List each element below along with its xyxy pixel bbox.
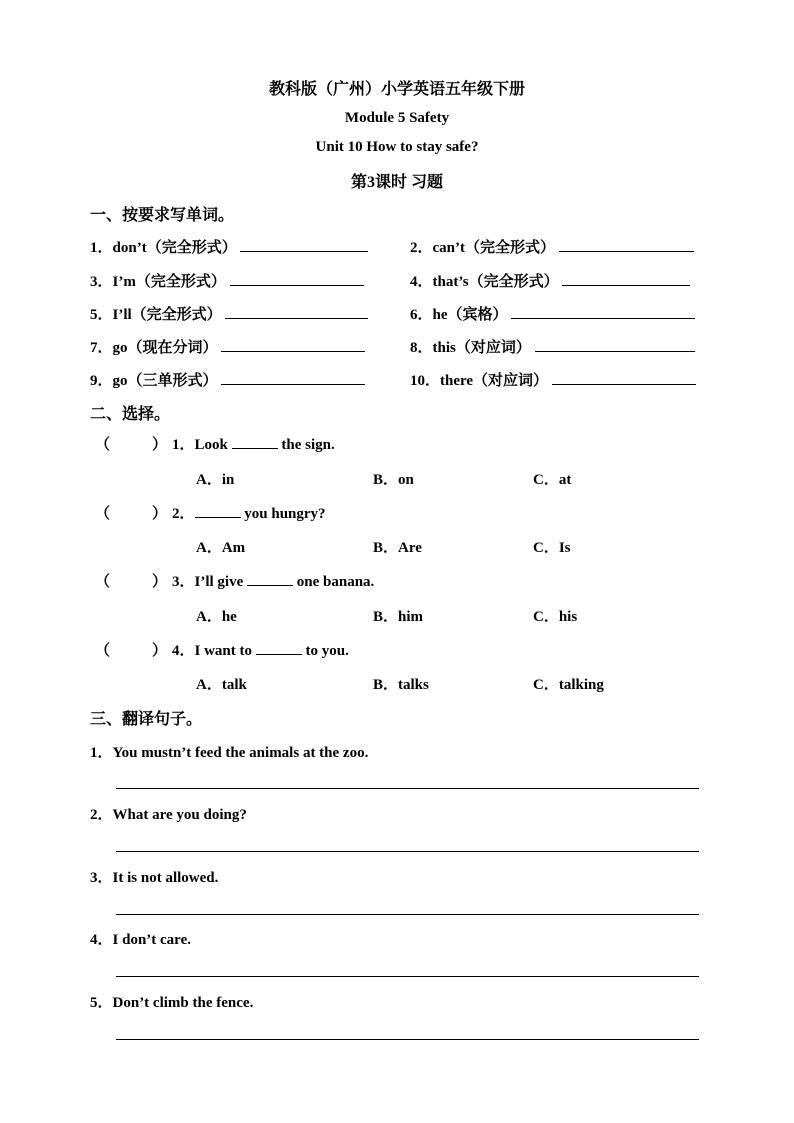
item-prompt: don’t（完全形式） bbox=[112, 240, 237, 256]
question-text-after: to you. bbox=[305, 643, 349, 659]
answer-line[interactable] bbox=[116, 788, 699, 789]
question-number: 4． bbox=[172, 643, 195, 659]
item-prompt: he（宾格） bbox=[432, 307, 508, 323]
item-number: 8． bbox=[410, 340, 433, 356]
item-number: 1． bbox=[90, 240, 113, 256]
option-a[interactable]: A．Am bbox=[196, 540, 246, 556]
question-number: 2． bbox=[172, 506, 195, 522]
choice-paren-open: （ bbox=[95, 574, 111, 590]
choice-question-2 bbox=[172, 502, 326, 523]
sentence-text: Don’t climb the fence. bbox=[112, 995, 254, 1011]
word-item-4 bbox=[410, 270, 690, 291]
item-number: 5． bbox=[90, 307, 113, 323]
option-c[interactable]: C．his bbox=[533, 609, 578, 625]
word-item-8 bbox=[410, 336, 695, 357]
option-b[interactable]: B．Are bbox=[373, 540, 422, 556]
question-blank[interactable] bbox=[247, 571, 293, 586]
lesson-title: 第3课时 习题 bbox=[350, 174, 443, 191]
question-blank[interactable] bbox=[232, 434, 278, 449]
answer-line[interactable] bbox=[116, 914, 699, 915]
option-a[interactable]: A．talk bbox=[196, 677, 247, 693]
answer-blank[interactable] bbox=[535, 337, 695, 352]
word-item-7 bbox=[90, 336, 365, 357]
choice-paren-open: （ bbox=[95, 643, 111, 659]
choice-question-4 bbox=[172, 639, 349, 660]
answer-blank[interactable] bbox=[562, 271, 690, 286]
question-text-after: you hungry? bbox=[244, 506, 326, 522]
answer-blank[interactable] bbox=[225, 304, 368, 319]
answer-line[interactable] bbox=[116, 976, 699, 977]
answer-blank[interactable] bbox=[221, 337, 365, 352]
section1-heading: 一、按要求写单词。 bbox=[90, 207, 235, 224]
item-prompt: this（对应词） bbox=[432, 340, 531, 356]
item-number: 2． bbox=[90, 807, 113, 823]
word-item-3 bbox=[90, 270, 364, 291]
translate-item-5 bbox=[90, 991, 253, 1012]
item-number: 3． bbox=[90, 274, 113, 290]
item-number: 7． bbox=[90, 340, 113, 356]
item-prompt: there（对应词） bbox=[440, 373, 549, 389]
option-b[interactable]: B．talks bbox=[373, 677, 429, 693]
word-item-6 bbox=[410, 303, 695, 324]
sentence-text: It is not allowed. bbox=[112, 870, 219, 886]
unit-title: Unit 10 How to stay safe? bbox=[315, 139, 479, 155]
sentence-text: What are you doing? bbox=[112, 807, 247, 823]
choice-paren-close: ） bbox=[152, 506, 168, 522]
sentence-text: I don’t care. bbox=[112, 932, 191, 948]
choice-paren-open: （ bbox=[95, 437, 111, 453]
item-number: 3． bbox=[90, 870, 113, 886]
question-text-after: one banana. bbox=[296, 574, 375, 590]
word-item-5 bbox=[90, 303, 368, 324]
item-prompt: that’s（完全形式） bbox=[432, 274, 559, 290]
option-a[interactable]: A．in bbox=[196, 472, 235, 488]
translate-item-2 bbox=[90, 803, 247, 824]
translate-item-4 bbox=[90, 928, 191, 949]
question-text-after: the sign. bbox=[281, 437, 335, 453]
item-number: 5． bbox=[90, 995, 113, 1011]
answer-line[interactable] bbox=[116, 1039, 699, 1040]
choice-paren-close: ） bbox=[152, 643, 168, 659]
module-title: Module 5 Safety bbox=[344, 110, 450, 126]
option-c[interactable]: C．talking bbox=[533, 677, 604, 693]
question-text-before: Look bbox=[194, 437, 228, 453]
answer-blank[interactable] bbox=[559, 237, 694, 252]
question-blank[interactable] bbox=[256, 640, 302, 655]
item-number: 10． bbox=[410, 373, 441, 389]
option-a[interactable]: A．he bbox=[196, 609, 237, 625]
item-number: 9． bbox=[90, 373, 113, 389]
question-text-before: I want to bbox=[194, 643, 253, 659]
translate-item-3 bbox=[90, 866, 218, 887]
answer-blank[interactable] bbox=[552, 370, 696, 385]
item-prompt: go（三单形式） bbox=[112, 373, 218, 389]
sentence-text: You mustn’t feed the animals at the zoo. bbox=[112, 745, 369, 761]
translate-item-1 bbox=[90, 741, 368, 762]
choice-paren-close: ） bbox=[152, 437, 168, 453]
page-title: 教科版（广州）小学英语五年级下册 bbox=[268, 81, 525, 98]
answer-blank[interactable] bbox=[221, 370, 365, 385]
section3-heading: 三、翻译句子。 bbox=[90, 711, 203, 728]
question-number: 1． bbox=[172, 437, 195, 453]
section2-heading: 二、选择。 bbox=[90, 406, 171, 423]
option-c[interactable]: C．Is bbox=[533, 540, 571, 556]
question-number: 3． bbox=[172, 574, 195, 590]
choice-question-3 bbox=[172, 570, 374, 591]
option-c[interactable]: C．at bbox=[533, 472, 572, 488]
item-number: 2． bbox=[410, 240, 433, 256]
choice-paren-close: ） bbox=[152, 574, 168, 590]
choice-question-1 bbox=[172, 433, 335, 454]
option-b[interactable]: B．on bbox=[373, 472, 414, 488]
item-prompt: I’m（完全形式） bbox=[112, 274, 226, 290]
answer-blank[interactable] bbox=[230, 271, 364, 286]
answer-blank[interactable] bbox=[240, 237, 368, 252]
word-item-1 bbox=[90, 236, 368, 257]
option-b[interactable]: B．him bbox=[373, 609, 424, 625]
item-prompt: can’t（完全形式） bbox=[432, 240, 556, 256]
word-item-2 bbox=[410, 236, 694, 257]
item-number: 4． bbox=[90, 932, 113, 948]
answer-line[interactable] bbox=[116, 851, 699, 852]
question-blank[interactable] bbox=[195, 503, 241, 518]
item-number: 6． bbox=[410, 307, 433, 323]
word-item-10 bbox=[410, 369, 696, 390]
answer-blank[interactable] bbox=[511, 304, 695, 319]
question-text-before: I’ll give bbox=[194, 574, 244, 590]
choice-paren-open: （ bbox=[95, 506, 111, 522]
item-number: 4． bbox=[410, 274, 433, 290]
item-prompt: go（现在分词） bbox=[112, 340, 218, 356]
item-prompt: I’ll（完全形式） bbox=[112, 307, 222, 323]
word-item-9 bbox=[90, 369, 365, 390]
item-number: 1． bbox=[90, 745, 113, 761]
